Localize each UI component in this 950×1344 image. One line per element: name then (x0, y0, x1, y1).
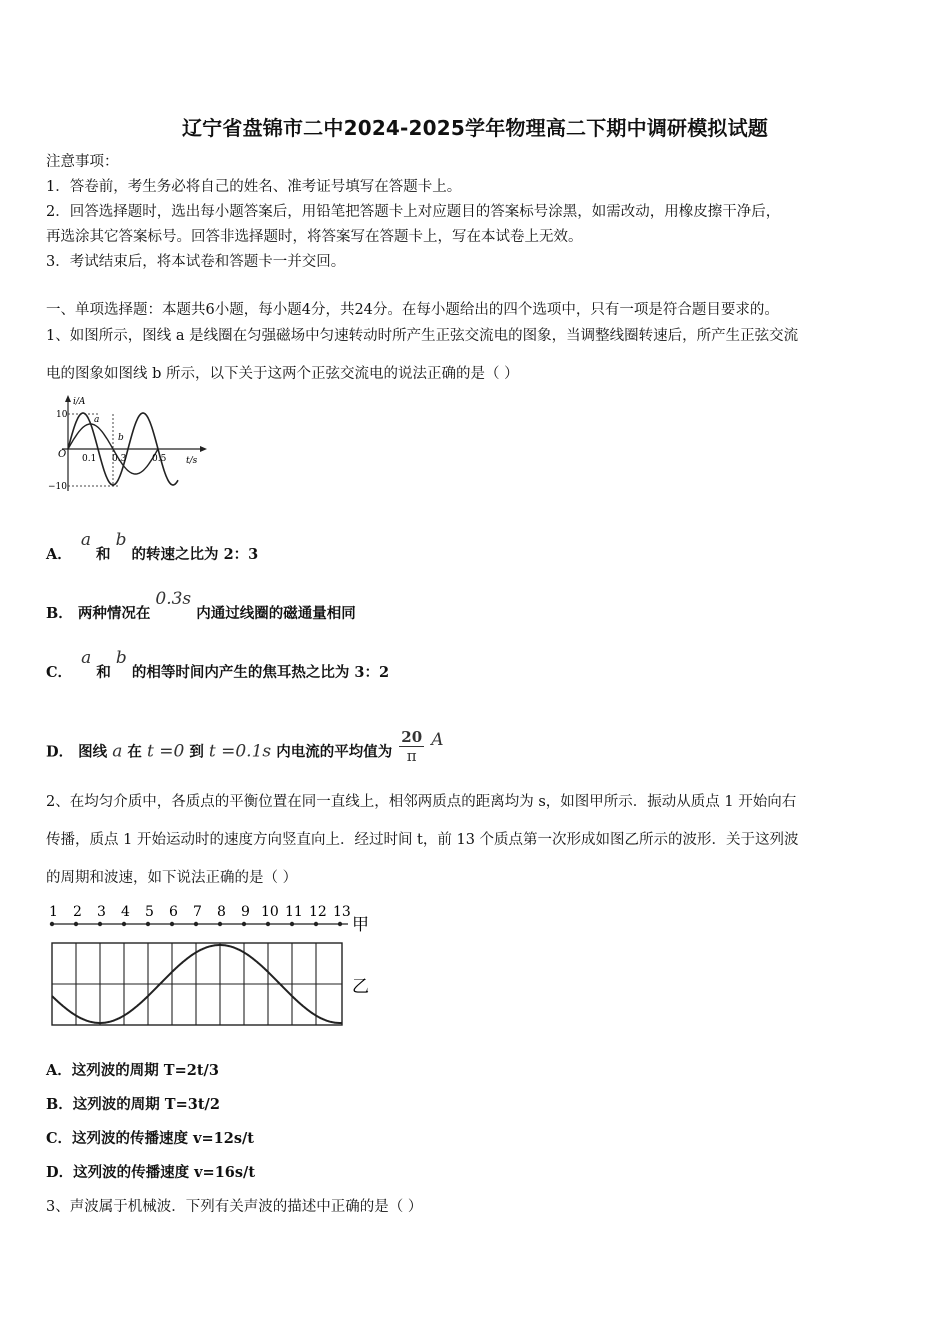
math-b: b (115, 648, 127, 668)
math-time: 0.3s (155, 589, 192, 609)
option-letter: D． (46, 743, 74, 761)
section-heading: 一、单项选择题：本题共6小题，每小题4分，共24分。在每小题给出的四个选项中，只有一项是符合题目要求的。 (46, 302, 779, 318)
math-unit: A (431, 729, 444, 750)
option-text: 到 (189, 743, 204, 761)
option-text: 和 (96, 664, 111, 681)
math-a: a (80, 530, 91, 550)
point-label: 12 (309, 904, 327, 920)
option-text: 两种情况在 (77, 605, 151, 622)
q1-option-b[interactable] (46, 589, 356, 624)
question-1-text: 1、如图所示，图线 a 是线圈在匀强磁场中匀速转动时所产生正弦交流电的图象，当调整线圈转速后，所产生正弦交流 (46, 328, 799, 344)
q1-option-d[interactable] (46, 728, 444, 771)
point-dot (146, 922, 150, 926)
point-label: 13 (333, 904, 351, 920)
point-dot (338, 922, 342, 926)
option-letter: B． (46, 605, 73, 622)
point-dot (122, 922, 126, 926)
math-t1: t =0.1s (208, 741, 272, 762)
point-label: 9 (241, 904, 250, 920)
point-dot (266, 922, 270, 926)
point-label: 5 (145, 904, 154, 920)
notes-item: 再选涂其它答案标号。回答非选择题时，将答案写在答题卡上，写在本试卷上无效。 (46, 229, 583, 245)
label-yi: 乙 (352, 977, 369, 997)
point-label: 8 (217, 904, 226, 920)
x-axis-arrow-icon (200, 446, 207, 452)
point-dot (98, 922, 102, 926)
option-letter: A． (46, 546, 72, 563)
point-dot (170, 922, 174, 926)
point-label: 2 (73, 904, 82, 920)
curve-a-label: a (94, 415, 100, 425)
notes-item: 3．考试结束后，将本试卷和答题卡一并交回。 (46, 254, 346, 270)
y-bottom-label: −10 (48, 482, 67, 492)
fraction (399, 728, 424, 765)
point-label: 3 (97, 904, 106, 920)
option-text: 内电流的平均值为 (276, 743, 393, 761)
point-label: 11 (285, 904, 303, 920)
curve-b-label: b (118, 433, 124, 443)
origin-label: O (58, 449, 67, 460)
tick-label: 0.1 (82, 454, 97, 464)
q2-option-a[interactable]: A．这列波的周期 T=2t/3 (46, 1062, 219, 1079)
y-axis-arrow-icon (65, 395, 71, 402)
fraction-denominator: π (406, 747, 417, 765)
question-2-text: 传播，质点 1 开始运动时的速度方向竖直向上．经过时间 t，前 13 个质点第一次形成如图乙所示的波形．关于这列波 (46, 832, 799, 848)
notes-heading: 注意事项： (46, 154, 119, 170)
question-3-text: 3、声波属于机械波．下列有关声波的描述中正确的是（ ） (46, 1199, 423, 1215)
q2-option-d[interactable]: D．这列波的传播速度 v=16s/t (46, 1164, 256, 1181)
math-a: a (81, 648, 92, 668)
point-dot (218, 922, 222, 926)
option-text: 的转速之比为 2：3 (131, 546, 259, 563)
question-2-text: 的周期和波速，如下说法正确的是（ ） (46, 870, 298, 886)
q2-option-c[interactable]: C．这列波的传播速度 v=12s/t (46, 1130, 254, 1147)
point-dot (314, 922, 318, 926)
q2-option-b[interactable]: B．这列波的周期 T=3t/2 (46, 1096, 220, 1113)
question-2-text: 2、在均匀介质中，各质点的平衡位置在同一直线上，相邻两质点的距离均为 s，如图甲所示．振动从质点 1 开始向右 (46, 794, 797, 810)
tick-label: 0.3 (112, 454, 127, 464)
q1-sine-graph (44, 393, 214, 495)
point-dot (242, 922, 246, 926)
option-text: 的相等时间内产生的焦耳热之比为 3：2 (131, 664, 390, 681)
option-letter: C． (46, 664, 73, 681)
q2-wave-figure (44, 900, 384, 1030)
math-t0: t =0 (146, 741, 185, 762)
tick-label: 0.5 (152, 454, 167, 464)
math-a: a (112, 741, 123, 762)
option-text: 内通过线圈的磁通量相同 (196, 605, 356, 622)
point-label: 1 (49, 904, 58, 920)
point-labels (49, 904, 351, 920)
notes-item: 2．回答选择题时，选出每小题答案后，用铅笔把答题卡上对应题目的答案标号涂黑，如需改动，用橡皮擦干净后， (46, 204, 781, 220)
option-text: 图线 (78, 743, 108, 761)
notes-item: 1．答卷前，考生务必将自己的姓名、准考证号填写在答题卡上。 (46, 179, 462, 195)
x-axis-label: t/s (186, 456, 198, 466)
fraction-numerator: 20 (401, 728, 423, 746)
point-dot (50, 922, 54, 926)
point-label: 6 (169, 904, 178, 920)
label-jia: 甲 (352, 915, 369, 935)
point-dot (74, 922, 78, 926)
point-dot (194, 922, 198, 926)
point-label: 4 (121, 904, 130, 920)
point-label: 7 (193, 904, 202, 920)
page-title: 辽宁省盘锦市二中2024-2025学年物理高二下期中调研模拟试题 (181, 116, 769, 140)
y-top-label: 10 (56, 410, 68, 420)
point-dot (290, 922, 294, 926)
q1-option-a[interactable] (46, 530, 259, 565)
y-axis-label: i/A (73, 397, 86, 407)
option-text: 在 (127, 743, 142, 761)
question-1-text: 电的图象如图线 b 所示，以下关于这两个正弦交流电的说法正确的是（ ） (46, 366, 519, 382)
point-label: 10 (261, 904, 279, 920)
math-b: b (115, 530, 127, 550)
q1-option-c[interactable] (46, 648, 390, 683)
option-text: 和 (96, 546, 111, 563)
